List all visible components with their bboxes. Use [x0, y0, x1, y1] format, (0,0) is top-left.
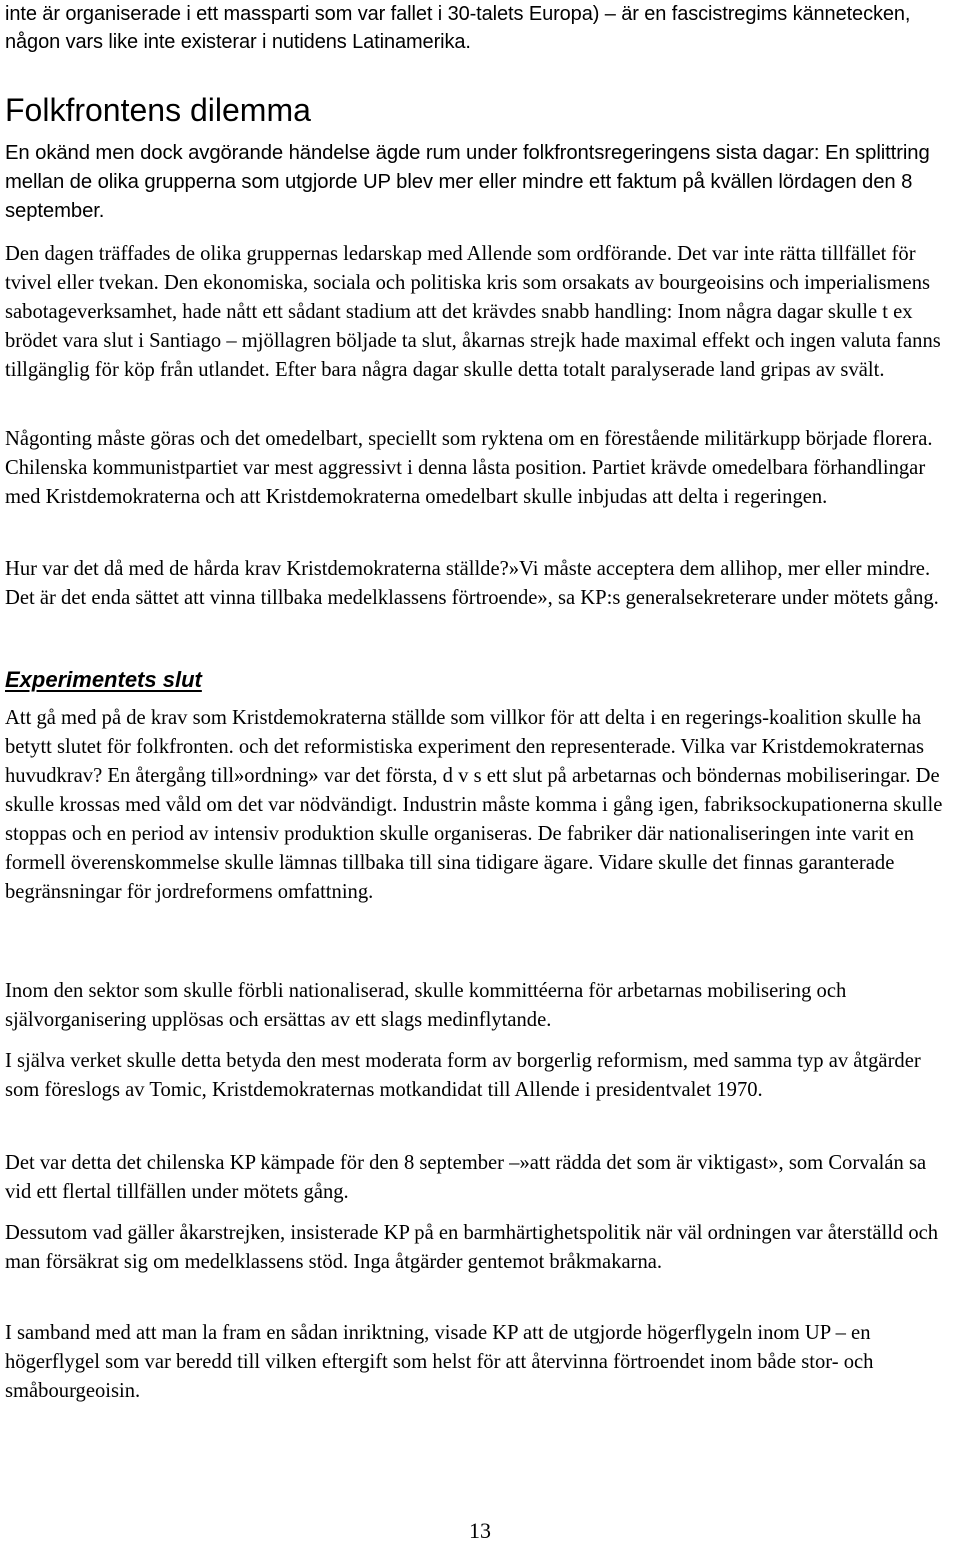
section2-paragraph-5: Dessutom vad gäller åkarstrejken, insisterade KP på en barmhärtighetspolitik när väl ordningen var återställd och man försäkrat sig om medelklassens stöd. Inga åtgärder gentemot bråkmakarna. — [5, 1222, 939, 1273]
section2-paragraph-2: Inom den sektor som skulle förbli nationaliserad, skulle kommittéerna för arbetarnas mobilisering och självorganisering upplösas och ersättas av ett slags medinflytande. — [5, 980, 847, 1031]
section2-paragraph-1: Att gå med på de krav som Kristdemokraterna ställde som villkor för att delta i en regerings-koalition skulle ha betytt slutet för folkfronten. och det reformistiska experiment den representerade. Vilka var Kristdemokraternas huvudkrav? En återgång till»ordning» var det första, d v s ett slut på arbetarnas och böndernas mobiliseringar. De skulle krossas med våld om det var nödvändigt. Industrin måste komma i gång igen, fabriksockupationerna skulle stoppas och en period av intensiv produktion skulle organiseras. De fabriker där nationaliseringen inte varit en formell överenskommelse skulle lämnas tillbaka till sina tidigare ägare. Vidare skulle det finnas garanterade begränsningar för jordreformens omfattning. — [5, 707, 943, 903]
section1-lead-paragraph: En okänd men dock avgörande händelse ägde rum under folkfrontsregeringens sista dagar: En splittring mellan de olika grupperna som utgjorde UP blev mer eller mindre ett faktum på kvällen lördagen den 8 september. — [5, 142, 930, 222]
section2-paragraph-4: Det var detta det chilenska KP kämpade för den 8 september –»att rädda det som är viktigast», som Corvalán sa vid ett flertal tillfällen under mötets gång. — [5, 1152, 927, 1203]
section2-paragraph-3: I själva verket skulle detta betyda den mest moderata form av borgerlig reformism, med samma typ av åtgärder som föreslogs av Tomic, Kristdemokraternas motkandidat till Allende i presidentvalet 1970. — [5, 1050, 921, 1101]
section1-paragraph-2: Någonting måste göras och det omedelbart, speciellt som ryktena om en förestående militärkupp började florera. Chilenska kommunistpartiet var mest aggressivt i denna låsta position. Partiet krävde omedelbara förhandlingar med Kristdemokraterna och att Kristdemokraterna omedelbart skulle inbjudas att delta i regeringen. — [5, 428, 933, 508]
section1-paragraph-1: Den dagen träffades de olika gruppernas ledarskap med Allende som ordförande. Det var inte rätta tillfället för tvivel eller tvekan. Den ekonomiska, sociala och politiska kris som orsakats av bourgeoisins och imperialismens sabotageverksamhet, hade nått ett sådant stadium att det krävdes snabb handling: Inom några dagar skulle t ex brödet vara slut i Santiago – mjöllagren böljade ta slut, åkarnas strejk hade maximal effekt och ingen valuta fanns tillgänglig för köp från utlandet. Efter bara några dagar skulle detta totalt paralyserade land gripas av svält. — [5, 243, 941, 381]
section1-paragraph-3: Hur var det då med de hårda krav Kristdemokraterna ställde?»Vi måste acceptera dem allihop, mer eller mindre. Det är det enda sättet att vinna tillbaka medelklassens förtroende», sa KP:s generalsekreterare under mötets gång. — [5, 558, 939, 609]
section2-paragraph-6: I samband med att man la fram en sådan inriktning, visade KP att de utgjorde högerflygeln inom UP – en högerflygel som var beredd till vilken eftergift som helst för att återvinna förtroendet inom både stor- och småbourgeoisin. — [5, 1322, 874, 1402]
page-number: 13 — [469, 1518, 491, 1543]
intro-paragraph: inte är organiserade i ett massparti som var fallet i 30-talets Europa) – är en fascistregims kännetecken, någon vars like inte existerar i nutidens Latinamerika. — [5, 3, 911, 53]
section-heading-folkfrontens-dilemma: Folkfrontens dilemma — [5, 92, 311, 128]
section-heading-experimentets-slut: Experimentets slut — [5, 667, 202, 692]
